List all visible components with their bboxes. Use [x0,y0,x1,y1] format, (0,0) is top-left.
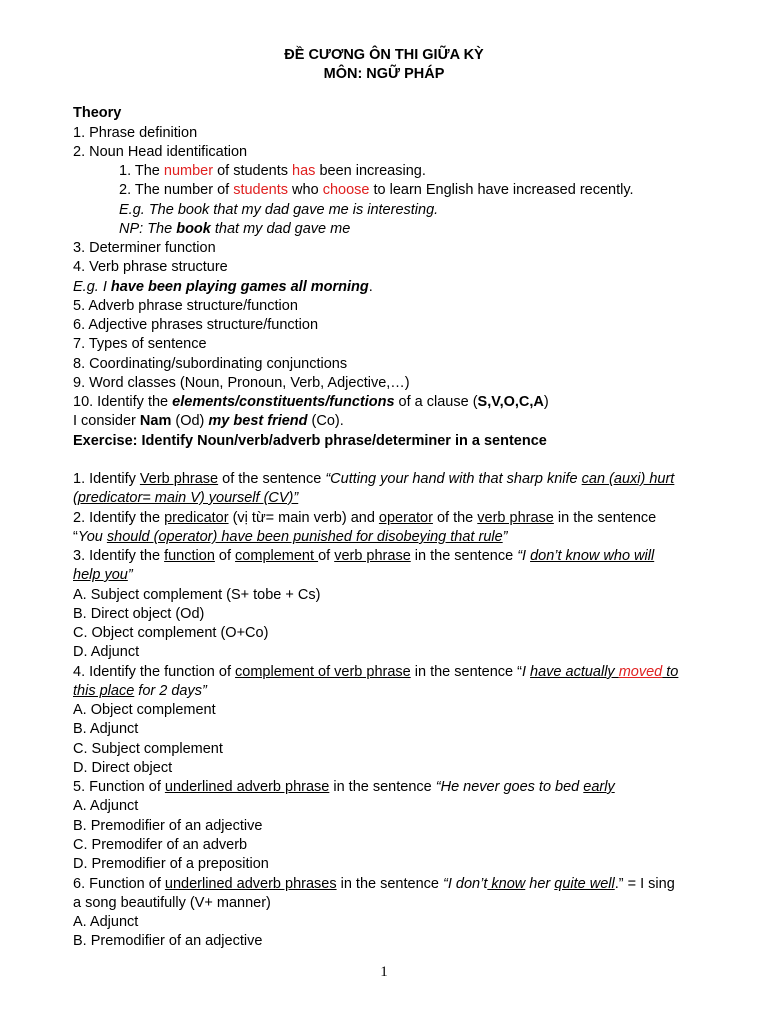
underlined-text: early [583,779,615,795]
highlight-text: has [292,163,316,179]
text: of [214,548,236,564]
italic-text: ” [502,529,508,545]
text: in the sentence [553,510,657,526]
text: I consider [73,413,140,429]
italic-text: “I don’t [443,876,488,892]
theory-item: 8. Coordinating/subordinating conjunctions [73,356,348,372]
answer-option: C. Object complement (O+Co) [73,625,269,641]
question-line [73,510,656,527]
italic-text: “He never goes to bed [435,779,584,795]
text: 2. The number of [119,182,234,198]
text: of students [213,163,293,179]
answer-option: A. Adjunct [73,914,139,930]
text: (Co). [307,413,344,429]
text: (vị từ= main verb) and [228,510,379,526]
question-line [73,876,675,893]
question-line [73,567,133,584]
answer-option: B. Adjunct [73,721,139,737]
underlined-text: verb phrase [477,510,554,526]
question-line [73,664,678,681]
underlined-text: help you [73,567,128,583]
italic-text: for 2 days” [134,683,207,699]
italic-text: “Cutting your hand with that sharp knife [325,471,582,487]
text: . [368,279,373,295]
italic-text: You [77,529,107,545]
underlined-text: to [662,664,679,680]
answer-option: A. Object complement [73,702,216,718]
theory-item: 2. Noun Head identification [73,144,248,160]
text: 6. Function of [73,876,165,892]
underlined-text: underlined adverb phrases [164,876,337,892]
highlight-text: moved [618,664,663,680]
answer-option: D. Adjunct [73,644,140,660]
answer-option: A. Adjunct [73,798,139,814]
question-line [73,779,615,796]
example-line [119,182,634,199]
bold-text: have been playing games all morning [110,279,369,295]
italic-text: her [525,876,555,892]
answer-option: B. Premodifier of an adjective [73,933,263,949]
text: in the sentence [329,779,436,795]
text: 10. Identify the [73,394,173,410]
underlined-text: have actually [530,664,619,680]
text: 2. Identify the [73,510,165,526]
text: to learn English have increased recently. [369,182,634,198]
text: of the [432,510,478,526]
underlined-text: complement of verb phrase [235,664,411,680]
document-subtitle: MÔN: NGỮ PHÁP [323,66,445,82]
italic-text: I [521,664,531,680]
underlined-text: complement [235,548,319,564]
text: in the sentence [410,548,518,564]
bold-text: elements/constituents/functions [172,394,395,410]
text: of the sentence [218,471,326,487]
highlight-text: choose [322,182,370,198]
text: 1. The [119,163,164,179]
underlined-text: verb phrase [334,548,411,564]
text: of [318,548,335,564]
bold-text: my best friend [208,413,308,429]
theory-item: 3. Determiner function [73,240,216,256]
theory-item: 9. Word classes (Noun, Pronoun, Verb, Adjective,…) [73,375,410,391]
answer-option: C. Subject complement [73,741,223,757]
text: of a clause ( [394,394,478,410]
underlined-text: underlined adverb phrase [164,779,330,795]
highlight-text: number [163,163,214,179]
example-line: E.g. The book that my dad gave me is interesting. [119,202,439,218]
underlined-text: can (auxi) hurt [581,471,675,487]
answer-option: D. Direct object [73,760,173,776]
answer-option: A. Subject complement (S+ tobe + Cs) [73,587,321,603]
question-line [73,548,654,565]
text: 5. Function of [73,779,165,795]
text: ) [543,394,549,410]
text: NP: The [119,221,177,237]
text: E.g. I [73,279,111,295]
text: been increasing. [315,163,426,179]
bold-text: S,V,O,C,A [477,394,544,410]
exercise-heading: Exercise: Identify Noun/verb/adverb phrase/determiner in a sentence [73,433,547,449]
text: who [288,182,323,198]
question-line [73,529,508,546]
answer-option: B. Premodifier of an adjective [73,818,263,834]
question-line [73,683,207,700]
highlight-text: students [233,182,289,198]
bold-text: book [176,221,211,237]
theory-item: 5. Adverb phrase structure/function [73,298,298,314]
answer-option: C. Premodifer of an adverb [73,837,248,853]
text: that my dad gave me [210,221,351,237]
theory-item: 4. Verb phrase structure [73,259,228,275]
text: (Od) [171,413,209,429]
question-line: (predicator= main V) yourself (CV)” [73,490,299,506]
text: 4. Identify the function of [73,664,236,680]
page-number: 1 [380,964,388,980]
underlined-text: function [164,548,215,564]
document-title: ĐỀ CƯƠNG ÔN THI GIỮA KỲ [284,47,484,63]
text: 1. Identify [73,471,140,487]
underlined-text: Verb phrase [139,471,219,487]
example-line [119,221,350,238]
theory-item: 7. Types of sentence [73,336,207,352]
question-line: a song beautifully (V+ manner) [73,895,271,911]
text: 3. Identify the [73,548,165,564]
underlined-text: don’t know who will [530,548,655,564]
bold-text: Nam [139,413,172,429]
italic-text: “I [517,548,531,564]
example-line [73,413,344,430]
underlined-text: predicator [164,510,229,526]
theory-item [73,394,549,411]
text: “ [73,529,78,545]
text: .” = I sing [614,876,675,892]
theory-item: 6. Adjective phrases structure/function [73,317,319,333]
underlined-text: know [487,876,526,892]
answer-option: D. Premodifier of a preposition [73,856,269,872]
underlined-text: this place [73,683,135,699]
text: in the sentence [336,876,444,892]
example-line [73,279,373,296]
question-line [73,471,674,488]
example-line [119,163,426,180]
theory-heading: Theory [73,105,122,121]
underlined-text: operator [378,510,433,526]
answer-option: B. Direct object (Od) [73,606,205,622]
theory-item: 1. Phrase definition [73,125,198,141]
underlined-text: should (operator) have been punished for disobeying that rule [106,529,503,545]
text: in the sentence “ [410,664,522,680]
italic-text: ” [127,567,133,583]
underlined-text: quite well [554,876,615,892]
